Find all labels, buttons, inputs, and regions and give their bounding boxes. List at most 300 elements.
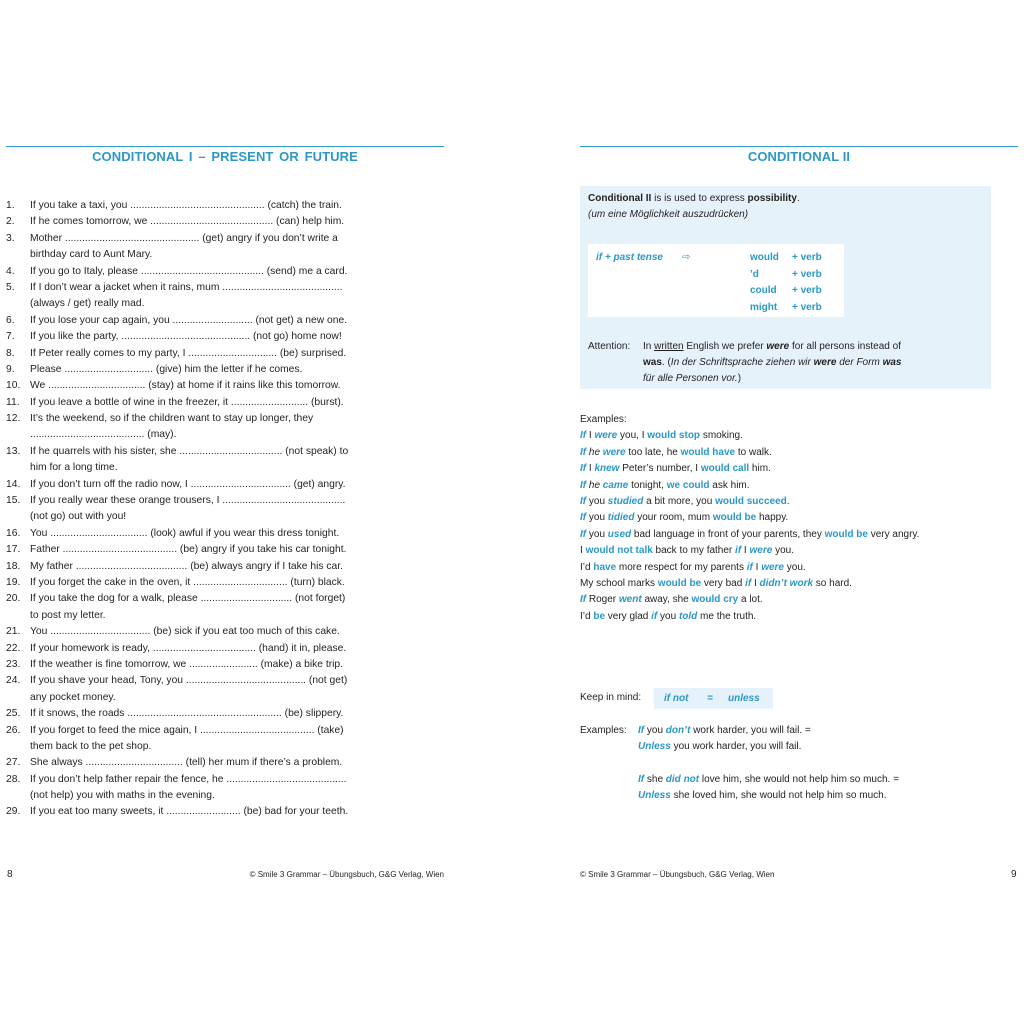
formula-row (750, 250, 822, 267)
example-sentence (580, 560, 919, 576)
exercise-text: If Peter really comes to my party, I ............................... (be) surprised. (30, 347, 347, 359)
example-sentence (580, 445, 919, 461)
exercise-item (6, 313, 386, 329)
example-sentence (580, 609, 919, 625)
exercise-text: My father ....................................... (be) always angry if I take his car. (30, 560, 344, 572)
formula-box (588, 244, 844, 317)
exercise-number (6, 427, 30, 443)
exercise-number: 23. (6, 658, 21, 670)
exercise-line (6, 264, 386, 280)
exercise-text: If you like the party, ............................................. (not go) home now! (30, 331, 342, 343)
exercise-item (6, 657, 386, 673)
sentence-text: very glad (605, 610, 652, 622)
exercise-number: 2. (6, 216, 15, 228)
exercise-item (6, 755, 386, 771)
exercise-line (6, 755, 386, 771)
exercise-line (6, 411, 386, 427)
exercise-line (6, 739, 386, 755)
highlighted-text: tidied (607, 512, 635, 524)
exercise-text: If you don’t turn off the radio now, I ................................... (get) angry. (30, 478, 346, 490)
exercise-text: (not help) you with maths in the evening. (30, 790, 215, 802)
attention-german: der Form (836, 357, 883, 368)
exercise-text: If you really wear these orange trousers, I ........................................... (30, 495, 346, 507)
page-number: 8 (7, 869, 13, 880)
exercise-text: If I don’t wear a jacket when it rains, mum .......................................... (30, 281, 343, 293)
sentence-text: love him, she would not help him so much. = (699, 774, 899, 785)
exercise-number: 15. (6, 495, 21, 507)
title-rule (6, 146, 444, 147)
exercise-item (6, 231, 386, 264)
exercise-text: If you forget the cake in the oven, it ................................. (turn) black. (30, 576, 345, 588)
exercise-number: 1. (6, 200, 15, 211)
exercise-text: It’s the weekend, so if the children want to stay up longer, they (30, 413, 314, 425)
highlighted-text: we could (666, 479, 710, 491)
equals-sign: = (707, 693, 713, 704)
formula-row (750, 300, 822, 317)
exercise-text: birthday card to Aunt Mary. (30, 249, 153, 261)
attention-line-1 (643, 339, 901, 355)
highlighted-text: were (594, 430, 618, 442)
page-title: CONDITIONAL II (747, 149, 851, 164)
exercise-line (6, 723, 386, 739)
exercise-line (6, 706, 386, 722)
exercise-line (6, 247, 386, 263)
exercise-line (6, 624, 386, 640)
unless-term: unless (728, 693, 760, 704)
attention-german: für alle Personen vor. (643, 373, 738, 384)
exercise-line (6, 559, 386, 575)
highlighted-text: were (602, 446, 626, 458)
sentence-text: you work harder, you will fail. (670, 741, 802, 752)
highlighted-text: would be (657, 577, 702, 589)
exercise-item (6, 559, 386, 575)
highlighted-text: If (580, 479, 587, 491)
highlighted-text: went (618, 594, 642, 606)
exercise-text: If you forget to feed the mice again, I ........................................ (take) (30, 724, 344, 736)
exercise-item (6, 395, 386, 411)
exercise-number: 24. (6, 675, 21, 687)
attention-text: In (643, 341, 655, 352)
exercise-text: any pocket money. (30, 691, 116, 703)
example-sentence (580, 543, 919, 559)
exercise-number: 28. (6, 773, 21, 785)
exercise-line (6, 427, 386, 443)
exercise-item (6, 378, 386, 394)
exercise-text: You ................................... (be) sick if you eat too much of this cake. (30, 626, 340, 638)
exercise-number: 14. (6, 478, 21, 490)
exercise-number: 9. (6, 363, 15, 375)
exercise-item (6, 493, 386, 526)
exercise-line (6, 296, 386, 312)
example-sentence (638, 788, 886, 804)
exercise-number (6, 608, 30, 624)
highlighted-text: would cry (691, 594, 739, 606)
highlighted-text: have (593, 561, 617, 573)
attention-keyword: was (882, 357, 902, 368)
exercise-item (6, 706, 386, 722)
exercise-item (6, 411, 386, 444)
formula-condition: if + past tense (596, 252, 663, 263)
highlighted-text: knew (594, 463, 620, 475)
exercise-text: ........................................ (may). (30, 429, 177, 441)
page-number: 9 (1011, 869, 1017, 880)
exercise-number (6, 460, 30, 476)
example-sentence (580, 478, 919, 494)
exercise-line (6, 346, 386, 362)
exercise-item (6, 477, 386, 493)
exercise-item (6, 591, 386, 624)
highlighted-text: if (746, 561, 753, 573)
intro-german: (um eine Möglichkeit auszudrücken) (588, 209, 749, 220)
highlighted-text: If (580, 495, 587, 507)
exercise-item (6, 673, 386, 706)
attention-line-3 (643, 371, 741, 387)
right-page (512, 0, 1024, 1024)
if-not-term: if not (664, 693, 689, 704)
exercise-item (6, 444, 386, 477)
exercise-line (6, 493, 386, 509)
exercise-text: If your homework is ready, .................................... (hand) it in, please. (30, 642, 347, 654)
attention-underlined: written (654, 341, 684, 352)
intro-text: is is used to express (651, 193, 748, 204)
example-sentence (580, 494, 919, 510)
example-sentence (580, 428, 919, 444)
title-rule (580, 146, 1018, 147)
sentence-text: I (751, 577, 760, 589)
highlighted-text: told (678, 610, 698, 622)
exercise-text: If he quarrels with his sister, she .................................... (not speak) to (30, 445, 349, 457)
exercise-item (6, 329, 386, 345)
formula-modal: might (750, 301, 778, 313)
highlighted-text: would have (680, 446, 736, 458)
attention-text: English we prefer (683, 341, 767, 352)
sentence-text: very angry. (867, 528, 920, 540)
examples-section (580, 412, 919, 625)
highlighted-text: would call (700, 463, 750, 475)
formula-verb: + verb (792, 268, 822, 280)
exercise-number: 5. (6, 281, 15, 293)
exercise-text: If you shave your head, Tony, you .......................................... (not get) (30, 675, 348, 687)
example-sentence (580, 576, 919, 592)
examples2-label: Examples: (580, 725, 627, 736)
attention-text: . ( (661, 357, 671, 368)
exercise-text: Please ............................... (give) him the letter if he comes. (30, 363, 303, 375)
highlighted-text: didn’t work (759, 577, 814, 589)
attention-keyword: was (643, 357, 662, 368)
exercise-number (6, 690, 30, 706)
exercise-text: (always / get) really mad. (30, 298, 145, 310)
exercise-number: 26. (6, 724, 21, 736)
exercise-text: If you take the dog for a walk, please ................................ (not forget) (30, 593, 346, 605)
sentence-text: too late, he (625, 446, 681, 458)
formula-row (750, 283, 822, 300)
exercise-text: If you lose your cap again, you ............................ (not get) a new one. (30, 314, 348, 326)
exercise-line (6, 231, 386, 247)
sentence-text: I (586, 430, 595, 442)
exercise-line (6, 198, 386, 214)
sentence-text: tonight, (628, 479, 667, 491)
exercise-item (6, 362, 386, 378)
exercise-item (6, 526, 386, 542)
exercise-line (6, 575, 386, 591)
highlighted-text: came (602, 479, 629, 491)
sentence-text: me the truth. (697, 610, 757, 622)
exercise-text: to post my letter. (30, 609, 106, 621)
exercise-line (6, 690, 386, 706)
formula-modal: ’d (750, 268, 759, 280)
exercise-number (6, 788, 30, 804)
highlighted-text: studied (607, 495, 644, 507)
exercise-line (6, 657, 386, 673)
exercise-line (6, 444, 386, 460)
sentence-text: you (586, 528, 608, 540)
sentence-text: you (586, 495, 608, 507)
exercise-text: If it snows, the roads ...................................................... (be) slippery. (30, 708, 344, 720)
exercise-text: If you eat too many sweets, it .......................... (be) bad for your teeth. (30, 806, 349, 818)
attention-line-2 (643, 355, 901, 371)
examples-label: Examples: (580, 414, 627, 425)
exercise-text: She always .................................. (tell) her mum if there’s a problem. (30, 757, 343, 769)
sentence-text: Roger (586, 594, 619, 606)
sentence-text: you (657, 610, 679, 622)
sentence-text: a bit more, you (643, 495, 716, 507)
exercise-number: 7. (6, 331, 15, 343)
exercise-line (6, 804, 386, 820)
exercise-line (6, 526, 386, 542)
attention-german: In der Schriftsprache ziehen wir (670, 357, 814, 368)
highlighted-text: if (735, 545, 742, 557)
exercise-text: If you go to Italy, please ........................................... (send) me a card. (30, 265, 348, 277)
sentence-text: a lot. (738, 594, 763, 606)
sentence-text: I (580, 545, 586, 557)
highlighted-text: were (749, 545, 773, 557)
sentence-text: so hard. (813, 577, 852, 589)
formula-modal: would (750, 252, 779, 263)
exercise-text: them back to the pet shop. (30, 740, 152, 752)
highlighted-text: be (593, 610, 606, 622)
highlighted-text: he (586, 446, 603, 458)
exercise-number (6, 247, 30, 263)
highlighted-text: don’t (665, 725, 691, 736)
arrow-right-icon: ⇨ (682, 252, 691, 263)
highlighted-text: if (651, 610, 658, 622)
exercise-number: 10. (6, 380, 21, 392)
example-sentence (580, 461, 919, 477)
page-title: CONDITIONAL I – PRESENT OR FUTURE (92, 149, 358, 164)
intro-term: Conditional II (588, 193, 652, 204)
exercise-number: 20. (6, 593, 21, 605)
example-sentence (638, 739, 801, 755)
exercise-text: If you leave a bottle of wine in the freezer, it ........................... (burst). (30, 396, 344, 408)
example-sentence (638, 723, 811, 739)
exercise-line (6, 329, 386, 345)
exercise-item (6, 542, 386, 558)
attention-text: ) (737, 373, 742, 384)
exercise-line (6, 509, 386, 525)
exercise-item (6, 772, 386, 805)
sentence-text: I (752, 561, 762, 573)
sentence-text: your room, mum (634, 512, 713, 524)
keep-in-mind-box (654, 688, 773, 709)
example-sentence (580, 510, 919, 526)
sentence-text: . (786, 495, 790, 507)
sentence-text: very bad (701, 577, 746, 589)
info-box (580, 186, 991, 389)
exercise-text: (not go) out with you! (30, 511, 127, 523)
sentence-text: work harder, you will fail. = (690, 725, 811, 736)
exercise-number: 27. (6, 757, 21, 769)
exercise-line (6, 280, 386, 296)
sentence-text: I’d (580, 610, 594, 622)
highlighted-text: were (761, 561, 784, 573)
formula-row (750, 267, 822, 284)
exercise-line (6, 641, 386, 657)
sentence-text: she loved him, she would not help him so much. (670, 790, 887, 801)
highlighted-text: used (607, 528, 632, 540)
highlighted-text: would be (824, 528, 868, 540)
example-sentence (580, 527, 919, 543)
highlighted-text: if (745, 577, 752, 589)
exercise-line (6, 460, 386, 476)
exercise-number: 13. (6, 445, 21, 457)
exercise-number: 11. (6, 396, 20, 408)
sentence-text: to walk. (735, 446, 772, 458)
copyright-notice: © Smile 3 Grammar – Übungsbuch, G&G Verlag, Wien (249, 870, 444, 879)
highlighted-text: would not talk (585, 545, 653, 557)
exercise-line (6, 395, 386, 411)
sentence-text: I (586, 463, 595, 475)
highlighted-text: If (638, 725, 645, 736)
highlighted-text: If (580, 463, 587, 475)
copyright-notice: © Smile 3 Grammar – Übungsbuch, G&G Verlag, Wien (580, 870, 775, 879)
example-sentence (638, 772, 899, 788)
highlighted-text: If (638, 774, 645, 785)
exercise-number: 3. (6, 232, 15, 244)
exercise-item (6, 575, 386, 591)
keep-in-mind-label: Keep in mind: (580, 692, 642, 703)
exercise-line (6, 477, 386, 493)
formula-verb: + verb (792, 301, 822, 313)
sentence-text: you. (784, 561, 806, 573)
exercise-number: 4. (6, 265, 15, 277)
exercise-number (6, 509, 30, 525)
exercise-number: 16. (6, 527, 21, 539)
sentence-text: ask him. (709, 479, 750, 491)
exercise-text: If he comes tomorrow, we ........................................... (can) help him. (30, 216, 345, 228)
highlighted-text: Unless (638, 741, 671, 752)
intro-period: . (796, 193, 800, 204)
exercise-line (6, 788, 386, 804)
exercise-line (6, 608, 386, 624)
exercise-text: Mother ............................................... (get) angry if you don’t write a (30, 232, 338, 244)
sentence-text: more respect for my parents (616, 561, 747, 573)
exercise-line (6, 673, 386, 689)
exercise-text: If the weather is fine tomorrow, we ........................ (make) a bike trip. (30, 658, 344, 670)
formula-verb: + verb (792, 285, 822, 296)
exercise-number: 18. (6, 560, 21, 572)
sentence-text: you. (772, 545, 794, 557)
exercise-text: We .................................. (stay) at home if it rains like this tomorrow. (30, 380, 341, 392)
highlighted-text: If (580, 512, 587, 524)
highlighted-text: he (586, 479, 603, 491)
exercise-number: 22. (6, 642, 21, 654)
exercise-item (6, 214, 386, 230)
sentence-text: bad language in front of your parents, they (631, 528, 825, 540)
sentence-text: you (586, 512, 608, 524)
exercise-line (6, 378, 386, 394)
exercise-number (6, 739, 30, 755)
highlighted-text: would be (712, 512, 757, 524)
highlighted-text: would succeed (715, 495, 787, 507)
sentence-text: I’d (580, 561, 594, 573)
exercise-item (6, 641, 386, 657)
exercise-line (6, 214, 386, 230)
exercise-number: 6. (6, 314, 15, 326)
sentence-text: you, I (617, 430, 648, 442)
exercise-number (6, 296, 30, 312)
intro-line (588, 191, 800, 207)
sentence-text: away, she (641, 594, 692, 606)
exercise-line (6, 772, 386, 788)
exercise-text: If you take a taxi, you ............................................... (catch) the train. (30, 200, 342, 211)
attention-label: Attention: (588, 341, 631, 352)
sentence-text: back to my father (652, 545, 736, 557)
exercise-line (6, 313, 386, 329)
exercise-text: Father ........................................ (be) angry if you take his car tonight. (30, 544, 347, 556)
sentence-text: happy. (756, 512, 789, 524)
exercise-item (6, 280, 386, 313)
sentence-text: My school marks (580, 577, 658, 589)
formula-verb: + verb (792, 252, 822, 263)
exercise-text: him for a long time. (30, 462, 118, 474)
highlighted-text: If (580, 594, 587, 606)
highlighted-text: would stop (647, 430, 701, 442)
formula-modal: could (750, 285, 777, 296)
sentence-text: I (741, 545, 750, 557)
exercise-number: 19. (6, 576, 21, 588)
exercise-text: You .................................. (look) awful if you wear this dress tonight. (30, 527, 340, 539)
highlighted-text: If (580, 528, 587, 540)
exercise-number: 25. (6, 708, 21, 720)
attention-keyword: were (766, 341, 790, 352)
sentence-text: him. (749, 463, 771, 475)
exercise-number: 12. (6, 413, 21, 425)
exercise-item (6, 804, 386, 820)
intro-keyword: possibility (747, 193, 797, 204)
sentence-text: smoking. (700, 430, 743, 442)
sentence-text: she (644, 774, 666, 785)
exercise-number: 8. (6, 347, 15, 359)
sentence-text: you (644, 725, 666, 736)
exercise-item (6, 264, 386, 280)
attention-keyword: were (813, 357, 837, 368)
exercise-line (6, 591, 386, 607)
example-sentence (580, 592, 919, 608)
exercise-item (6, 723, 386, 756)
exercise-list (6, 198, 386, 821)
exercise-number: 21. (6, 626, 21, 638)
highlighted-text: If (580, 446, 587, 458)
sentence-text: Peter’s number, I (619, 463, 701, 475)
exercise-number: 17. (6, 544, 21, 556)
exercise-item (6, 346, 386, 362)
exercise-number: 29. (6, 806, 21, 818)
exercise-line (6, 542, 386, 558)
highlighted-text: If (580, 430, 587, 442)
highlighted-text: did not (665, 774, 700, 785)
exercise-item (6, 624, 386, 640)
highlighted-text: Unless (638, 790, 671, 801)
